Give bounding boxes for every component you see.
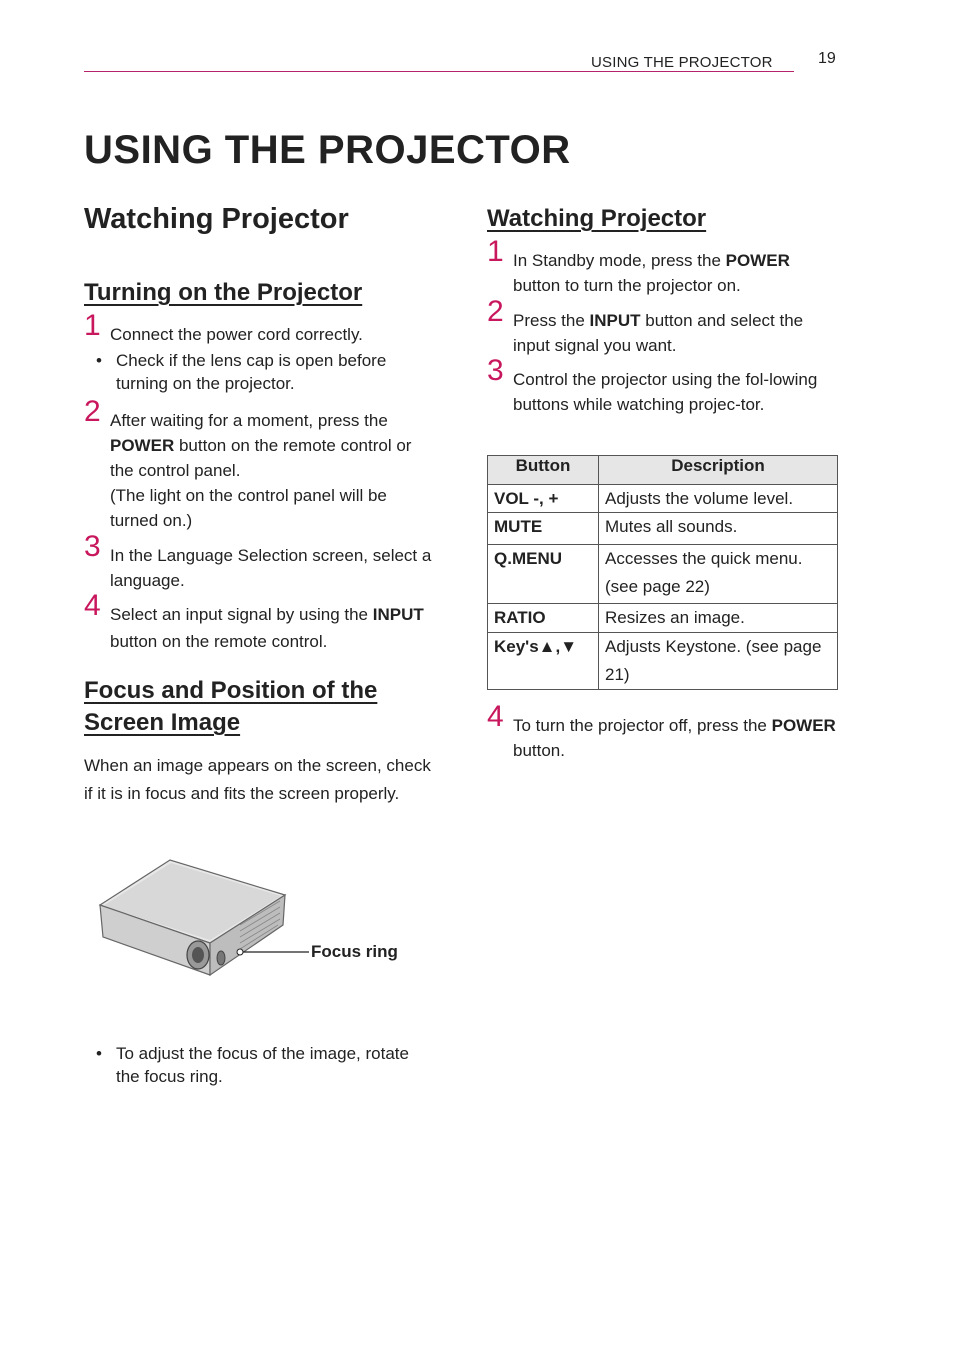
turning-step-1 xyxy=(84,309,434,347)
table-cell-button: VOL -, + xyxy=(488,485,599,513)
section-title-watching: Watching Projector xyxy=(84,203,349,235)
step-text: In Standby mode, press the POWER button to turn the projector on. xyxy=(513,251,790,295)
table-cell-description: Accesses the quick menu. (see page 22) xyxy=(599,545,838,604)
table-cell-description: Resizes an image. xyxy=(599,604,838,633)
page-number: 19 xyxy=(818,50,836,67)
focus-bullet xyxy=(84,1042,434,1088)
power-keyword: POWER xyxy=(110,436,175,455)
watching-title: Watching Projector xyxy=(487,205,707,232)
watching-step-1 xyxy=(487,235,837,298)
focus-ring-callout: Focus ring xyxy=(311,942,398,961)
focus-intro: When an image appears on the screen, check if it is in focus and fits the screen properly. xyxy=(84,756,431,803)
header-rule xyxy=(84,71,794,72)
step-number: 1 xyxy=(84,309,101,342)
turning-step-2 xyxy=(84,395,434,533)
turning-step-3 xyxy=(84,530,434,593)
step-number: 1 xyxy=(487,235,504,268)
step-number: 2 xyxy=(487,295,504,328)
step-text: Press the INPUT button and select the input signal you want. xyxy=(513,311,804,355)
step-text: Control the projector using the fol-lowing buttons while watching projec-tor. xyxy=(513,370,818,414)
lens-cap-bullet xyxy=(84,349,434,395)
table-cell-button: RATIO xyxy=(488,604,599,633)
table-row xyxy=(488,513,838,545)
table-row xyxy=(488,633,838,690)
turning-on-title: Turning on the Projector xyxy=(84,279,363,306)
watching-step-4 xyxy=(487,700,837,763)
focus-ring-icon xyxy=(217,951,225,965)
table-cell-button: Q.MENU xyxy=(488,545,599,604)
table-cell-description: Adjusts Keystone. (see page 21) xyxy=(599,633,838,690)
step-number: 4 xyxy=(487,700,504,733)
projector-illustration xyxy=(95,855,415,985)
power-keyword: POWER xyxy=(771,716,836,735)
bullet-text: To adjust the focus of the image, rotate the focus ring. xyxy=(116,1044,409,1086)
page-title: USING THE PROJECTOR xyxy=(84,128,571,172)
step-note: (The light on the control panel will be turned on.) xyxy=(110,486,387,530)
table-row xyxy=(488,545,838,604)
bullet-text: Check if the lens cap is open before turning on the projector. xyxy=(116,351,387,393)
table-header-button: Button xyxy=(488,456,599,485)
step-text: Connect the power cord correctly. xyxy=(110,325,363,344)
input-keyword: INPUT xyxy=(589,311,641,330)
step-number: 4 xyxy=(84,589,101,622)
table-header-row xyxy=(488,456,838,485)
table-row xyxy=(488,485,838,513)
table-cell-button: MUTE xyxy=(488,513,599,545)
table-row xyxy=(488,604,838,633)
step-number: 2 xyxy=(84,395,101,428)
focus-title: Focus and Position of the Screen Image xyxy=(84,677,378,736)
watching-step-2 xyxy=(487,295,837,358)
table-header-description: Description xyxy=(599,456,838,485)
power-keyword: POWER xyxy=(725,251,790,270)
running-title: USING THE PROJECTOR xyxy=(591,54,773,71)
step-text: In the Language Selection screen, select a language. xyxy=(110,546,432,590)
bullet-dot: • xyxy=(96,1044,102,1063)
step-number: 3 xyxy=(487,354,504,387)
input-keyword: INPUT xyxy=(372,605,424,624)
step-text: To turn the projector off, press the POWER button. xyxy=(513,716,836,760)
step-text: After waiting for a moment, press the POWER button on the remote control or the control panel. (The light on the control panel will be turned on.) xyxy=(110,411,412,530)
table-cell-description: Adjusts the volume level. xyxy=(599,485,838,513)
bullet-dot: • xyxy=(96,351,102,370)
table-cell-button: Key's▲,▼ xyxy=(488,633,599,690)
table-cell-description: Mutes all sounds. xyxy=(599,513,838,545)
watching-step-3 xyxy=(487,354,837,417)
step-number: 3 xyxy=(84,530,101,563)
step-text: Select an input signal by using the INPUT button on the remote control. xyxy=(110,605,424,651)
turning-step-4 xyxy=(84,589,434,655)
button-table xyxy=(487,455,838,690)
